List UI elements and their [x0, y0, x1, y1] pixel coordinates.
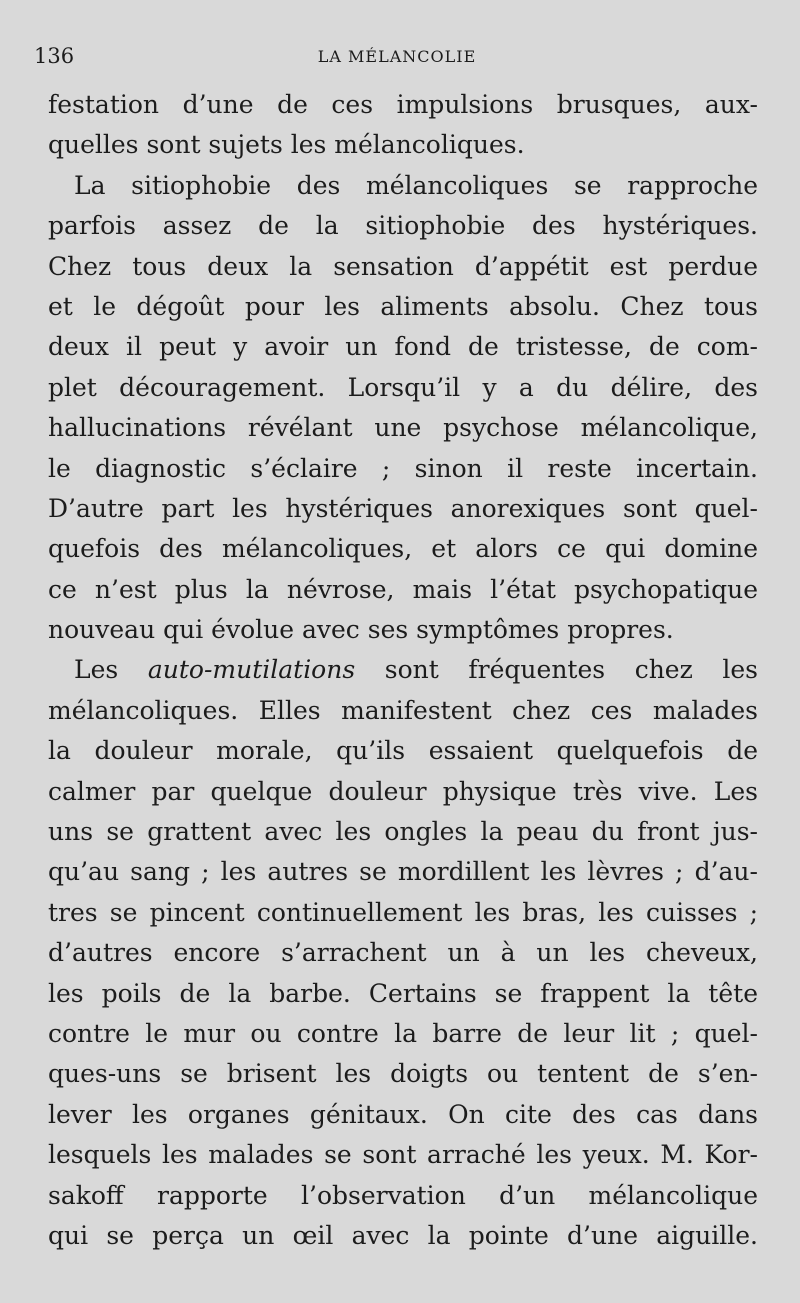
text-line: festation d’une de ces impulsions brusques, aux- — [48, 90, 758, 119]
text-line: parfois assez de la sitiophobie des hystériques. — [48, 211, 758, 241]
text-line: hallucinations révélant une psychose mélancolique, — [48, 413, 758, 443]
text-line: Chez tous deux la sensation d’appétit est perdue — [48, 251, 758, 281]
text-line: uns se grattent avec les ongles la peau du front jus- — [48, 817, 758, 847]
text-line: qu’au sang ; les autres se mordillent les lèvres ; d’au- — [48, 857, 758, 887]
text-line: deux il peut y avoir un fond de tristesse, de com- — [48, 332, 758, 362]
text-line: quelles sont sujets les mélancoliques. — [48, 130, 525, 160]
text-line: D’autre part les hystériques anorexiques sont quel- — [48, 493, 758, 523]
text-line: tres se pincent continuellement les bras, les cuisses ; — [48, 897, 758, 927]
text-line: d’autres encore s’arrachent un à un les cheveux, — [48, 938, 758, 968]
text-line: lever les organes génitaux. On cite des cas dans — [48, 1099, 758, 1129]
text-line: mélancoliques. Elles manifestent chez ces malades — [48, 695, 758, 725]
text-line: la douleur morale, qu’ils essaient quelquefois de — [48, 736, 758, 766]
paragraph-first-line: La sitiophobie des mélancoliques se rapproche — [74, 170, 758, 200]
text-line: plet découragement. Lorsqu’il y a du délire, des — [48, 372, 758, 402]
text-line: sakoff rapporte l’observation d’un mélancolique — [48, 1180, 758, 1210]
text-line: et le dégoût pour les aliments absolu. Chez tous — [48, 291, 758, 321]
text-segment: Les — [74, 655, 119, 685]
body-text — [48, 85, 758, 1256]
text-line: ce n’est plus la névrose, mais l’état psychopatique — [48, 574, 758, 604]
text-line: contre le mur ou contre la barre de leur lit ; quel- — [48, 1018, 758, 1048]
running-title: LA MÉLANCOLIE — [317, 47, 477, 66]
page-number: 136 — [34, 44, 75, 68]
text-line: les poils de la barbe. Certains se frappent la tête — [48, 978, 758, 1008]
text-line: quefois des mélancoliques, et alors ce qui domine — [48, 534, 758, 564]
text-line: le diagnostic s’éclaire ; sinon il reste incertain. — [48, 453, 758, 483]
text-line: qui se perça un œil avec la pointe d’une aiguille. — [48, 1220, 758, 1250]
text-line: nouveau qui évolue avec ses symptômes propres. — [48, 615, 674, 645]
text-segment: sont fréquentes chez les — [384, 655, 758, 685]
italic-term: auto-mutilations — [147, 655, 356, 685]
text-line: calmer par quelque douleur physique très vive. Les — [48, 776, 758, 806]
page-header — [34, 44, 760, 74]
paragraph-first-line — [48, 650, 758, 690]
text-line: lesquels les malades se sont arraché les yeux. M. Kor- — [48, 1140, 758, 1170]
text-line: ques-uns se brisent les doigts ou tentent de s’en- — [48, 1059, 758, 1089]
